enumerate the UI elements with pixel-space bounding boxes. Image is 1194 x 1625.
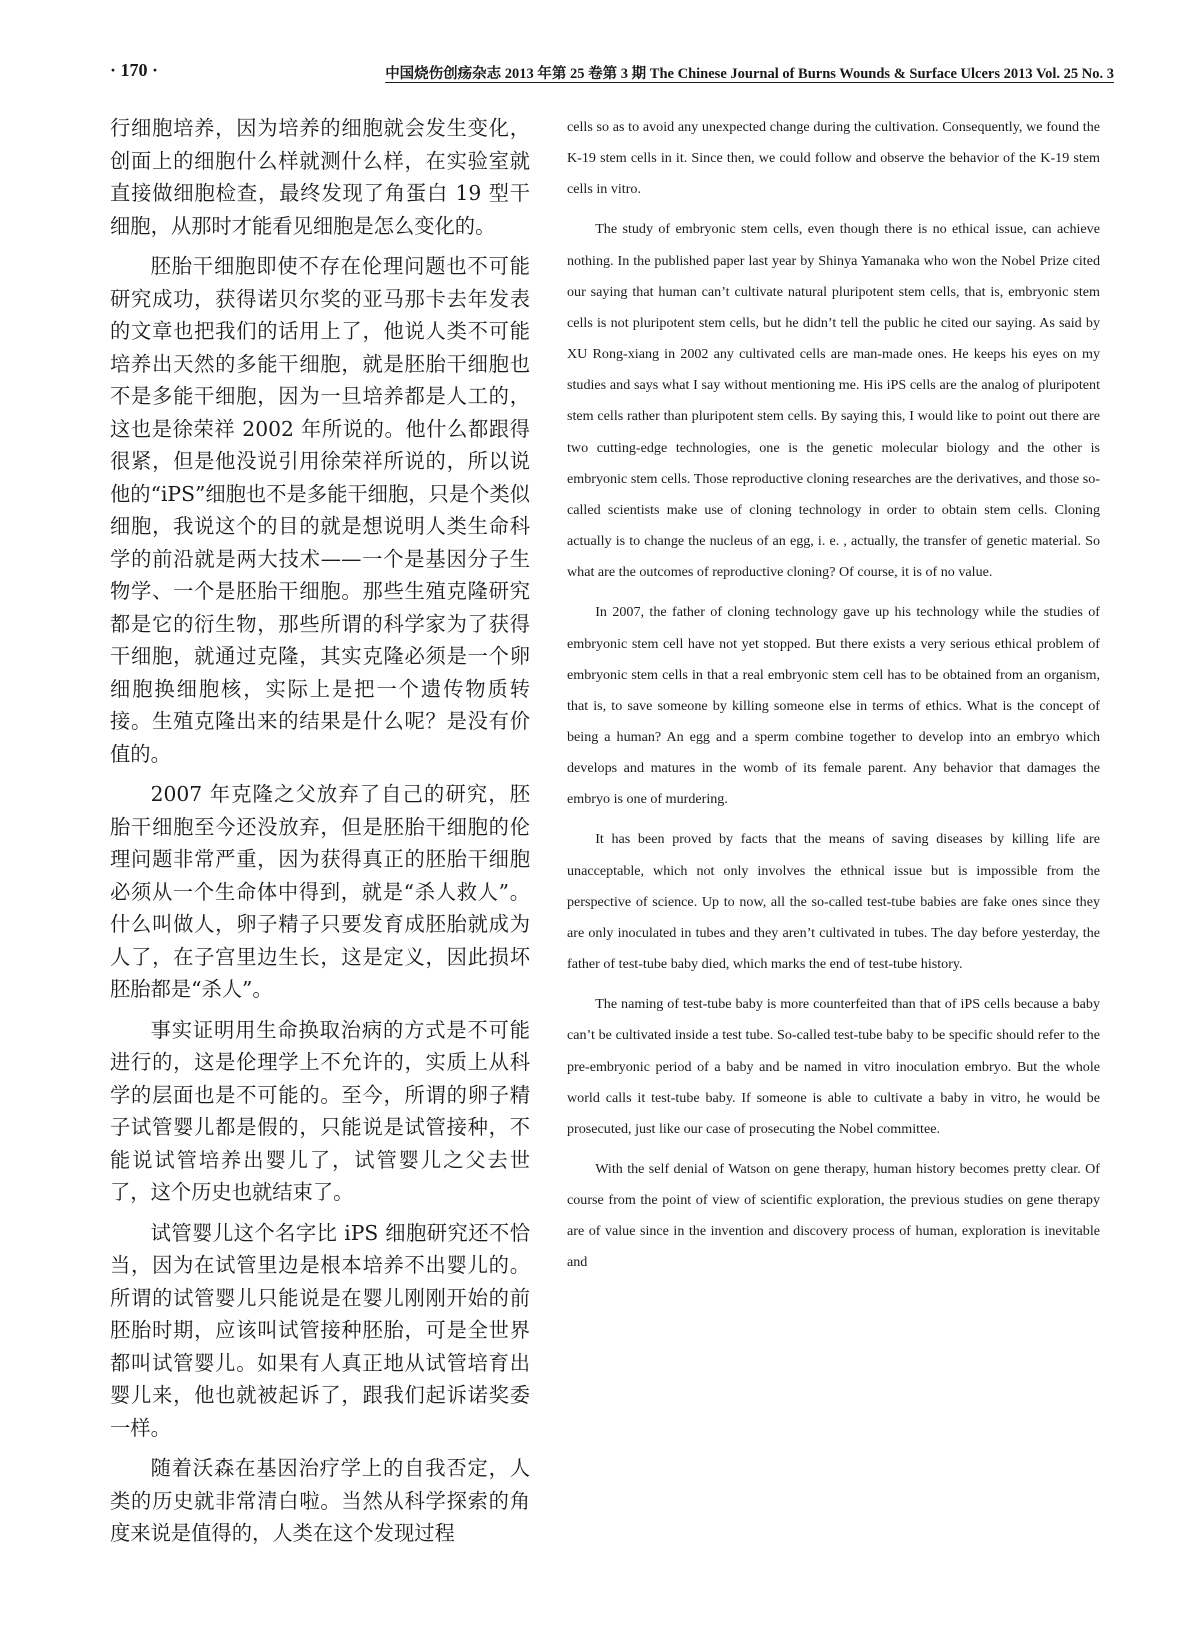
english-paragraph: The naming of test-tube baby is more counterfeited than that of iPS cells because a baby can’t be cultivated inside a test tube. So-called test-tube baby to be specific should refer to the pre-embryonic period of a baby and be named in vitro inoculation embryo. But the whole world calls it test-tube baby. If someone is able to cultivate a baby in vitro, he would be prosecuted, just like our case of prosecuting the Nobel committee. <box>567 996 1100 1137</box>
chinese-paragraph: 试管婴儿这个名字比 iPS 细胞研究还不恰当，因为在试管里边是根本培养不出婴儿的。所谓的试管婴儿只能说是在婴儿刚刚开始的前胚胎时期，应该叫试管接种胚胎，可是全世界都叫试管婴儿。如果有人真正地从试管培育出婴儿来，他也就被起诉了，跟我们起诉诺奖委一样。 <box>110 1220 530 1440</box>
chinese-text-column <box>110 112 530 1558</box>
page-number: · 170 · <box>110 60 159 80</box>
page-header <box>110 58 1114 88</box>
english-paragraph: The study of embryonic stem cells, even though there is no ethical issue, can achieve nothing. In the published paper last year by Shinya Yamanaka who won the Nobel Prize cited our saying that human can’t cultivate natural pluripotent stem cells, that is, embryonic stem cells is not pluripotent stem cells, but he didn’t tell the public he cited our saying. As said by XU Rong-xiang in 2002 any cultivated cells are man-made ones. He keeps his eyes on my studies and says what I say without mentioning me. His iPS cells are the analog of pluripotent stem cells rather than pluripotent stem cells. By saying this, I would like to point out there are two cutting-edge technologies, one is the genetic molecular biology and the other is embryonic stem cells. Those reproductive cloning researches are the derivatives, and those so-called scientists make use of cloning technology in order to obtain stem cells. Cloning actually is to change the nucleus of an egg, i. e. , actually, the transfer of genetic material. So what are the outcomes of reproductive cloning? Of course, it is of no value. <box>567 221 1100 581</box>
chinese-paragraph: 胚胎干细胞即使不存在伦理问题也不可能研究成功，获得诺贝尔奖的亚马那卡去年发表的文章也把我们的话用上了，他说人类不可能培养出天然的多能干细胞，就是胚胎干细胞也不是多能干细胞，因为一旦培养都是人工的，这也是徐荣祥 2002 年所说的。他什么都跟得很紧，但是他没说引用徐荣祥所说的，所以说他的“iPS”细胞也不是多能干细胞，只是个类似细胞，我说这个的目的就是想说明人类生命科学的前沿就是两大技术——一个是基因分子生物学、一个是胚胎干细胞。那些生殖克隆研究都是它的衍生物，那些所谓的科学家为了获得干细胞，就通过克隆，其实克隆必须是一个卵细胞换细胞核，实际上是把一个遗传物质转接。生殖克隆出来的结果是什么呢？是没有价值的。 <box>110 254 530 766</box>
english-paragraph: cells so as to avoid any unexpected change during the cultivation. Consequently, we found the K-19 stem cells in it. Since then, we could follow and observe the behavior of the K-19 stem cells in vitro. <box>567 119 1100 198</box>
chinese-paragraph: 事实证明用生命换取治病的方式是不可能进行的，这是伦理学上不允许的，实质上从科学的层面也是不可能的。至今，所谓的卵子精子试管婴儿都是假的，只能说是试管接种，不能说试管培养出婴儿了，试管婴儿之父去世了，这个历史也就结束了。 <box>110 1017 530 1204</box>
running-head: 中国烧伤创疡杂志 2013 年第 25 卷第 3 期 The Chinese Journal of Burns Wounds & Surface Ulcers 2013 Vol. 25 No. 3 <box>385 66 1114 82</box>
english-text-column <box>567 112 1100 1288</box>
chinese-paragraph: 2007 年克隆之父放弃了自己的研究，胚胎干细胞至今还没放弃，但是胚胎干细胞的伦理问题非常严重，因为获得真正的胚胎干细胞必须从一个生命体中得到，就是“杀人救人”。什么叫做人，卵子精子只要发育成胚胎就成为人了，在子宫里边生长，这是定义，因此损坏胚胎都是“杀人”。 <box>110 782 530 1001</box>
chinese-paragraph: 随着沃森在基因治疗学上的自我否定，人类的历史就非常清白啦。当然从科学探索的角度来说是值得的，人类在这个发现过程 <box>110 1456 530 1545</box>
english-paragraph: With the self denial of Watson on gene therapy, human history becomes pretty clear. Of course from the point of view of scientific exploration, the previous studies on gene therapy are of value since in the invention and discovery process of human, exploration is inevitable and <box>567 1161 1100 1271</box>
english-paragraph: It has been proved by facts that the means of saving diseases by killing life are unacceptable, which not only involves the ethnical issue but is impossible from the perspective of science. Up to now, all the so-called test-tube babies are fake ones since they are only inoculated in tubes and they aren’t cultivated in tubes. The day before yesterday, the father of test-tube baby died, which marks the end of test-tube history. <box>567 831 1100 973</box>
chinese-paragraph: 行细胞培养，因为培养的细胞就会发生变化，创面上的细胞什么样就测什么样，在实验室就直接做细胞检查，最终发现了角蛋白 19 型干细胞，从那时才能看见细胞是怎么变化的。 <box>110 116 530 238</box>
english-paragraph: In 2007, the father of cloning technology gave up his technology while the studies of embryonic stem cell have not yet stopped. But there exists a very serious ethical problem of embryonic stem cells in that a real embryonic stem cell has to be obtained from an organism, that is, to save someone by killing someone else in terms of ethics. What is the concept of being a human? An egg and a sperm combine together to develop into an embryo which develops and matures in the womb of its female parent. Any behavior that damages the embryo is one of murdering. <box>567 604 1100 808</box>
